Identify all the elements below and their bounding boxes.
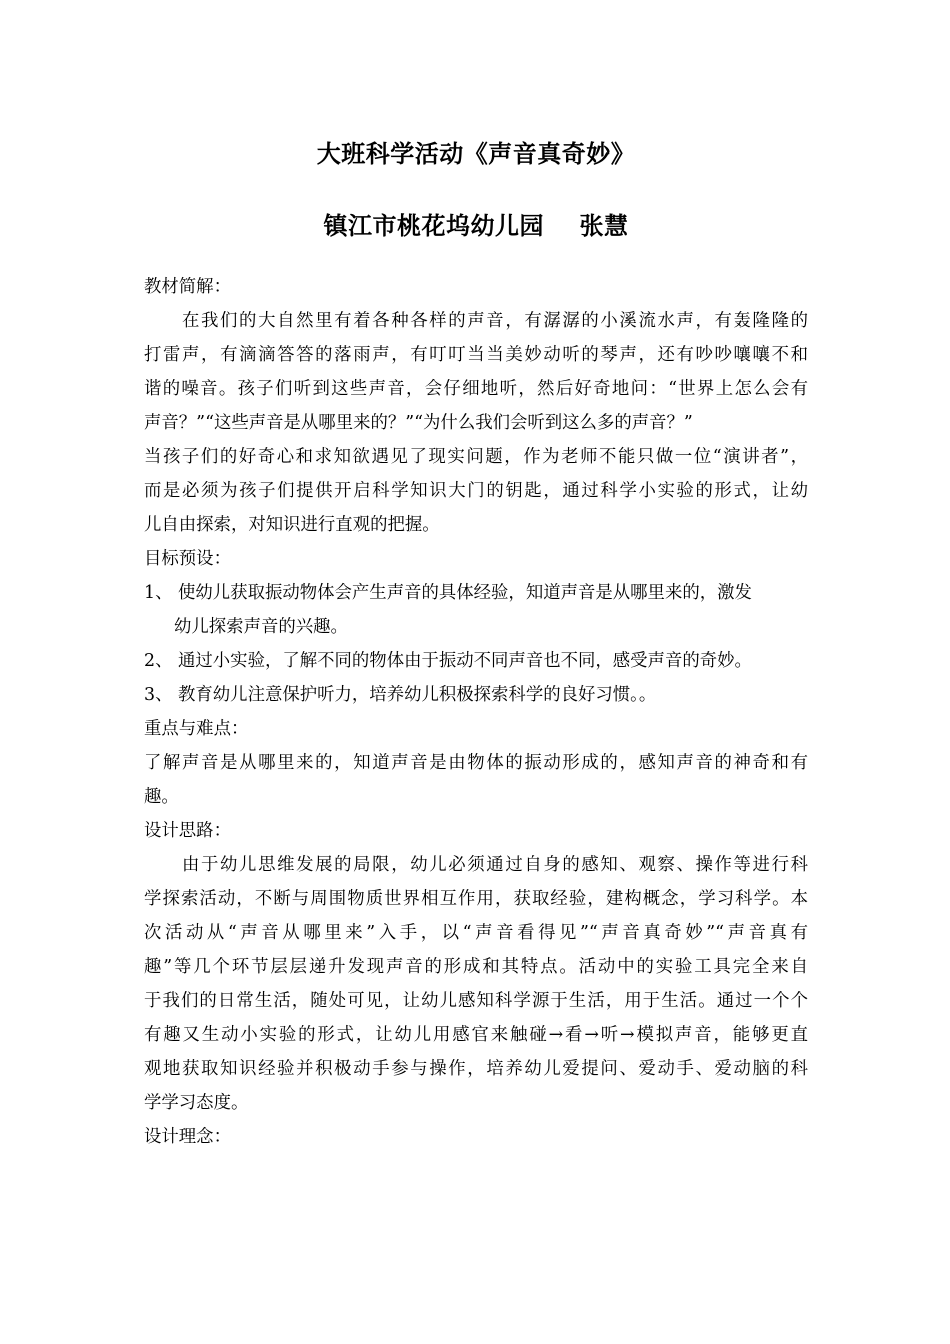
paragraph-line: 儿自由探索，对知识进行直观的把握。 [144,515,440,535]
paragraph-line: 由于幼儿思维发展的局限，幼儿必须通过自身的感知、观察、操作等进行科 [182,855,808,875]
paragraph-line: 趣”等几个环节层层递升发现声音的形成和其特点。活动中的实验工具完全来自 [144,957,808,977]
paragraph-line: 学学习态度。 [144,1093,249,1113]
paragraph-line: 趣。 [144,787,179,807]
goal-text: 教育幼儿注意保护听力，培养幼儿积极探索科学的良好习惯。。 [178,685,657,705]
goal-number: 3、 [144,685,173,705]
section-heading-design: 设计思路： [144,821,231,841]
document-body [144,270,808,1154]
goal-item-continued: 幼儿探索声音的兴趣。 [174,617,348,637]
author-line: 镇江市桃花坞幼儿园 张慧 [323,212,629,240]
goal-number: 1、 [144,583,173,603]
paragraph-line: 观地获取知识经验并积极动手参与操作，培养幼儿爱提问、爱动手、爱动脑的科 [144,1059,808,1079]
paragraph-line: 学探索活动，不断与周围物质世界相互作用，获取经验，建构概念，学习科学。本 [144,889,808,909]
paragraph-line: 在我们的大自然里有着各种各样的声音，有潺潺的小溪流水声，有轰隆隆的 [182,311,808,331]
goal-item [144,678,808,712]
document-title: 大班科学活动《声音真奇妙》 [316,140,636,168]
paragraph-line: 声音？”“这些声音是从哪里来的？”“为什么我们会听到这么多的声音？” [144,413,693,433]
paragraph-line: 打雷声，有滴滴答答的落雨声，有叮叮当当美妙动听的琴声，还有吵吵嚷嚷不和 [144,345,808,365]
paragraph-line: 而是必须为孩子们提供开启科学知识大门的钥匙，通过科学小实验的形式，让幼 [144,481,808,501]
goal-text: 通过小实验，了解不同的物体由于振动不同声音也不同，感受声音的奇妙。 [178,651,752,671]
paragraph-line: 了解声音是从哪里来的，知道声音是由物体的振动形成的，感知声音的神奇和有 [144,753,808,773]
section-heading-goals: 目标预设： [144,549,231,569]
section-heading-key: 重点与难点： [144,719,249,739]
paragraph-line: 次活动从“声音从哪里来”入手，以“声音看得见”“声音真奇妙”“声音真有 [144,923,808,943]
paragraph-line: 谐的噪音。孩子们听到这些声音，会仔细地听，然后好奇地问：“世界上怎么会有 [144,379,808,399]
paragraph-line: 有趣又生动小实验的形式，让幼儿用感官来触碰→看→听→模拟声音，能够更直 [144,1025,808,1045]
goal-item [144,576,808,610]
paragraph-line: 当孩子们的好奇心和求知欲遇见了现实问题，作为老师不能只做一位“演讲者”， [144,447,808,467]
section-heading-concept: 设计理念： [144,1127,231,1147]
goal-text: 使幼儿获取振动物体会产生声音的具体经验，知道声音是从哪里来的，激发 [178,583,752,603]
goal-number: 2、 [144,651,173,671]
paragraph-line: 于我们的日常生活，随处可见，让幼儿感知科学源于生活，用于生活。通过一个个 [144,991,808,1011]
section-heading-material: 教材简解： [144,277,231,297]
goal-item [144,644,808,678]
